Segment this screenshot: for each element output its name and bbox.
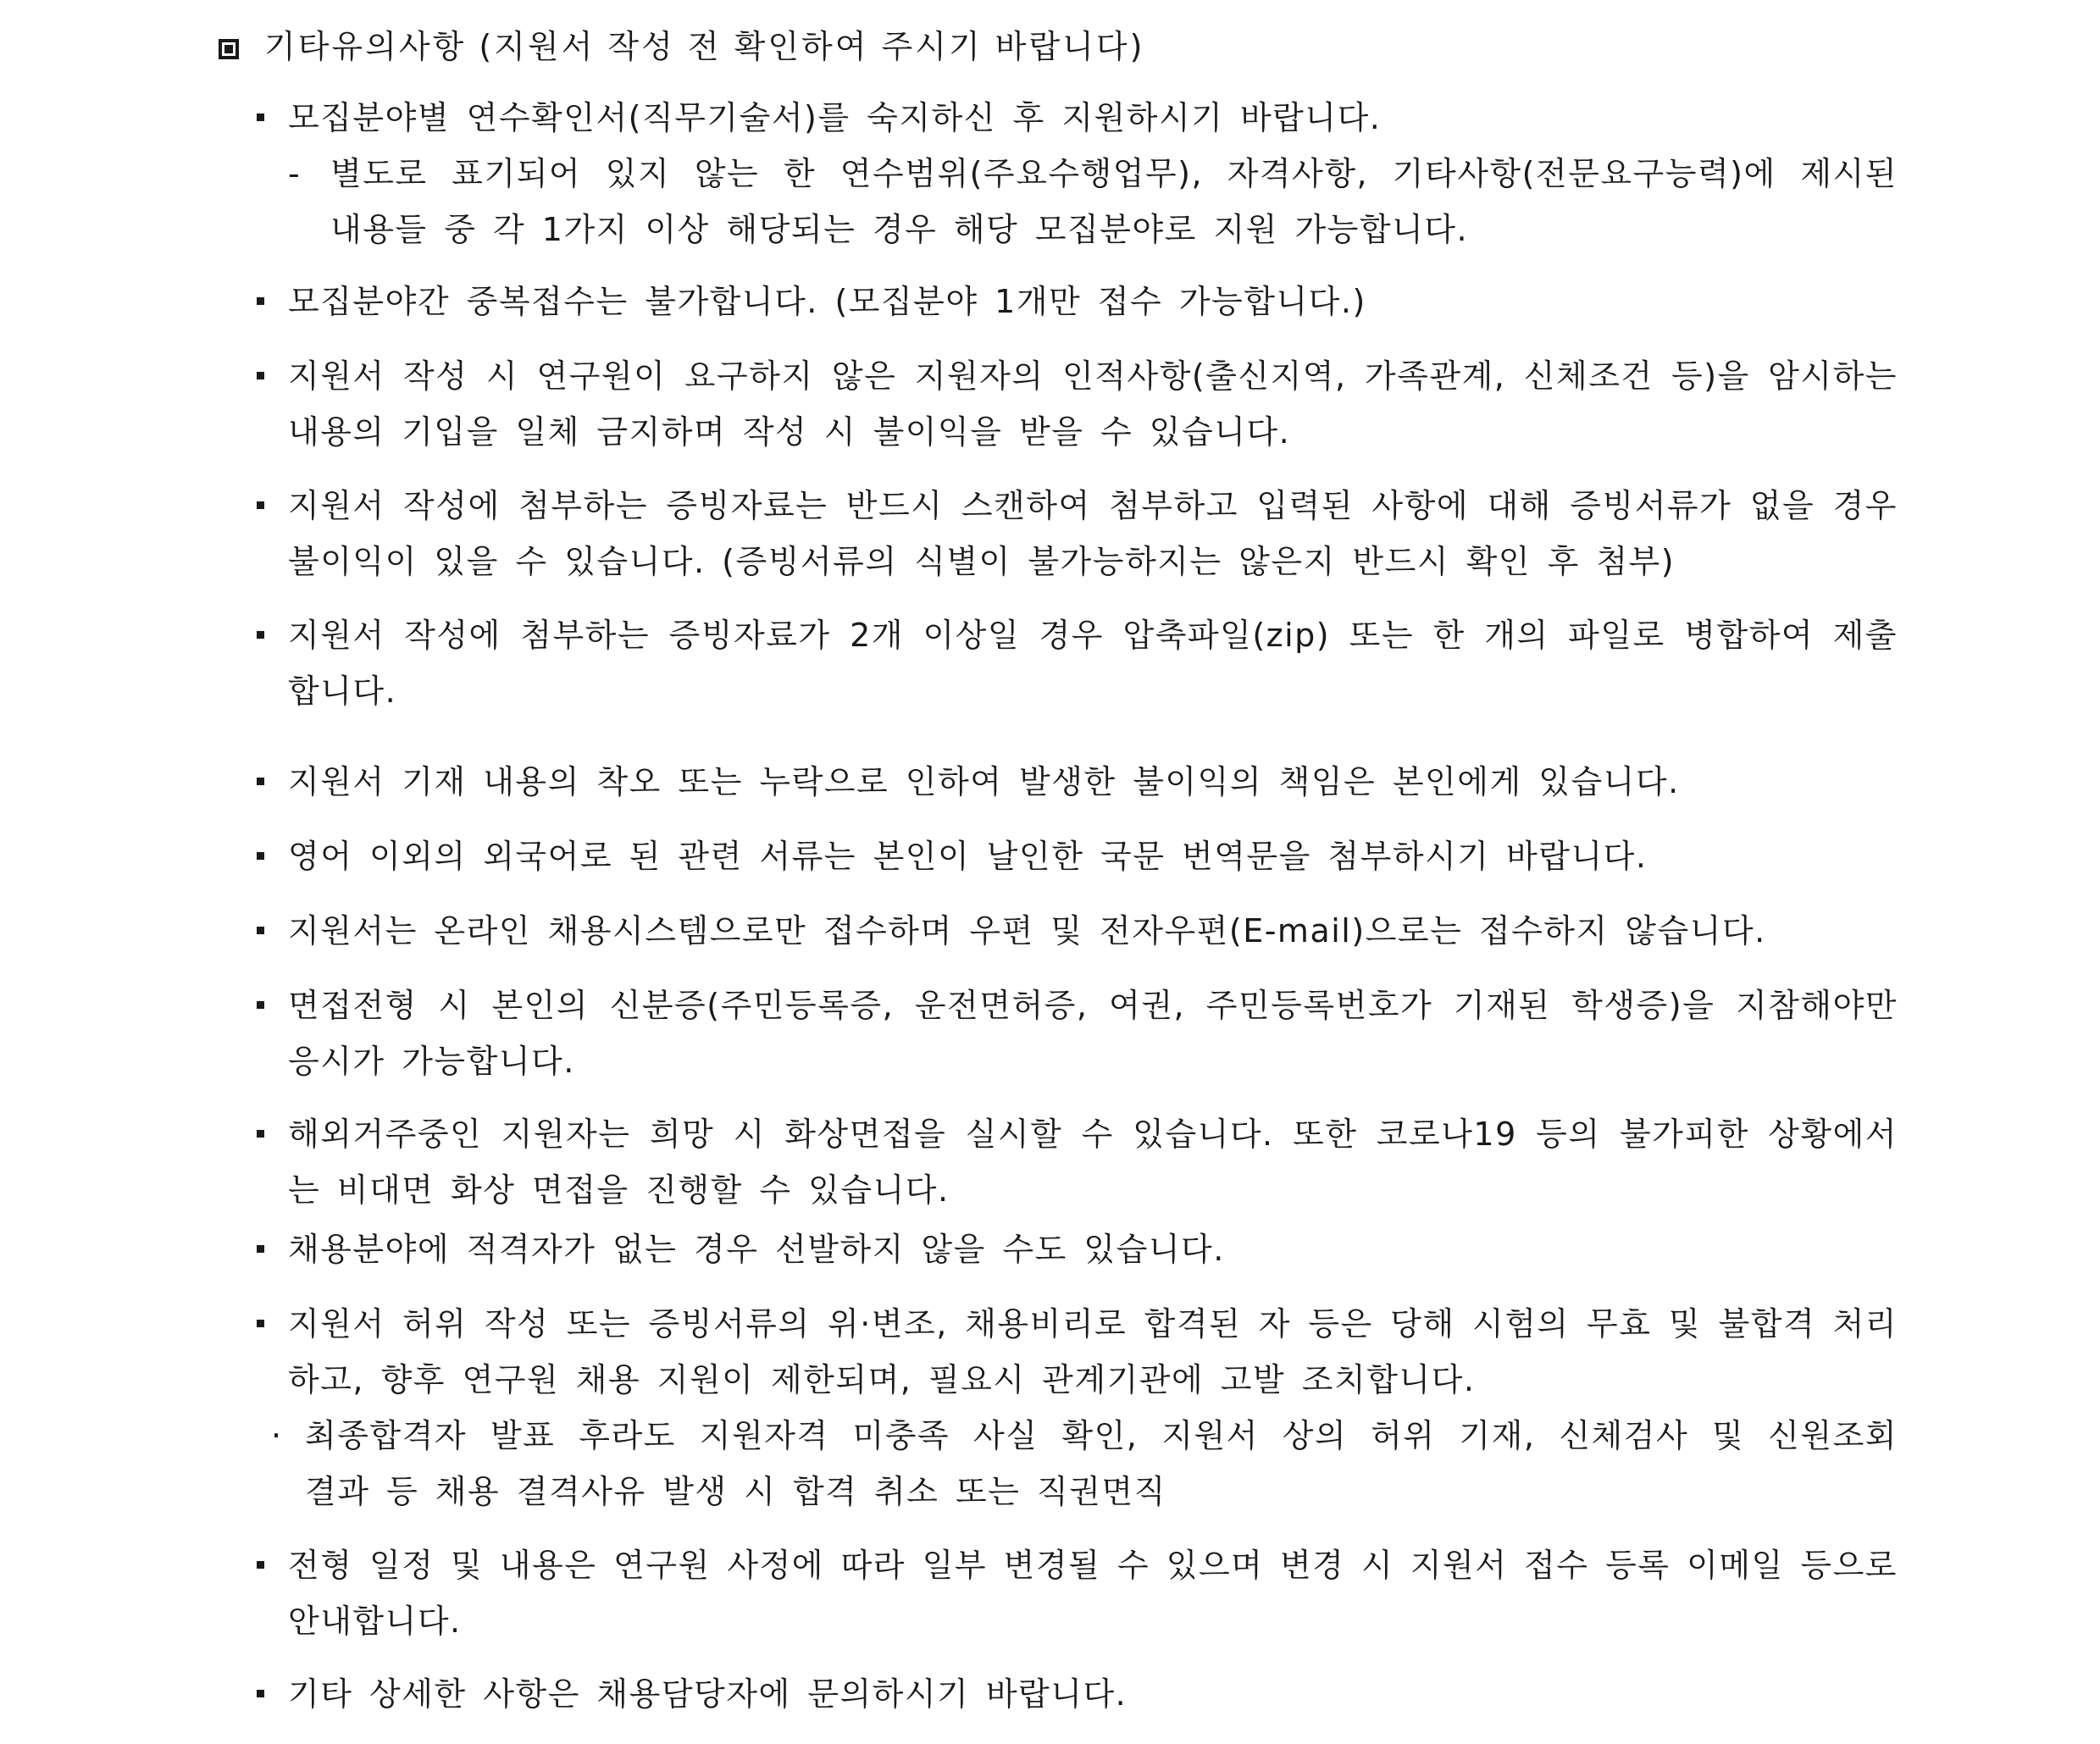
bullet-text: 지원서는 온라인 채용시스템으로만 접수하며 우편 및 전자우편(E-mail)으로는 접수하지 않습니다. [288,912,1766,950]
bullet-text: 전형 일정 및 내용은 연구원 사정에 따라 일부 변경될 수 있으며 변경 시 지원서 접수 등록 이메일 등으로 안내합니다. [288,1547,1898,1640]
square-bullet-icon [257,1320,264,1327]
bullet-item [288,828,1898,884]
bullet-item [288,754,1898,810]
bullet-text: 지원서 허위 작성 또는 증빙서류의 위·변조, 채용비리로 합격된 자 등은 당해 시험의 무효 및 불합격 처리하고, 향후 연구원 채용 지원이 제한되며, 필요시 관계기관에 고발 조치합니다. [288,1305,1898,1398]
bullet-item [288,90,1898,146]
square-bullet-icon [257,1130,264,1138]
bullet-item [288,1537,1898,1649]
bullet-item [288,1106,1898,1218]
bullet-text: 모집분야간 중복접수는 불가합니다. (모집분야 1개만 접수 가능합니다.) [288,283,1366,320]
bullet-text: 채용분야에 적격자가 없는 경우 선발하지 않을 수도 있습니다. [288,1231,1225,1268]
bullet-item [288,607,1898,719]
bullet-text: 지원서 작성 시 연구원이 요구하지 않은 지원자의 인적사항(출신지역, 가족관계, 신체조건 등)을 암시하는 내용의 기입을 일체 금지하며 작성 시 불이익을 받을 수 있습니다. [288,357,1898,451]
square-bullet-icon [257,927,264,934]
bullet-text: 모집분야별 연수확인서(직무기술서)를 숙지하신 후 지원하시기 바랍니다. [288,99,1382,136]
dash-mark: - [288,155,302,192]
section-heading-text: 기타유의사항 (지원서 작성 전 확인하여 주시기 바랍니다) [264,28,1145,65]
dot-note-text: 최종합격자 발표 후라도 지원자격 미충족 사실 확인, 지원서 상의 허위 기재, 신체검사 및 신원조회 [305,1417,1898,1454]
dot-note-text-continued: 결과 등 채용 결격사유 발생 시 합격 취소 또는 직권면직 [305,1473,1166,1510]
bullet-item [288,348,1898,460]
bullet-text: 기타 상세한 사항은 채용담당자에 문의하시기 바랍니다. [288,1675,1128,1713]
filled-square-icon [219,39,239,59]
bullet-text: 지원서 작성에 첨부하는 증빙자료는 반드시 스캔하여 첨부하고 입력된 사항에 대해 증빙서류가 없을 경우 불이익이 있을 수 있습니다. (증빙서류의 식별이 불가능하지는 않은지 반드시 확인 후 첨부) [288,487,1898,580]
bullet-item [288,478,1898,590]
dash-text-continued: 내용들 중 각 1가지 이상 해당되는 경우 해당 모집분야로 지원 가능합니다. [330,211,1469,248]
bullet-text: 지원서 작성에 첨부하는 증빙자료가 2개 이상일 경우 압축파일(zip) 또는 한 개의 파일로 병합하여 제출합니다. [288,617,1898,710]
bullet-item [288,903,1898,959]
square-bullet-icon [257,113,264,121]
bullet-item [288,1296,1898,1408]
square-bullet-icon [257,1561,264,1569]
bullet-text: 영어 이외의 외국어로 된 관련 서류는 본인이 날인한 국문 번역문을 첨부하시기 바랍니다. [288,838,1648,875]
bullet-item [288,1666,1898,1722]
bullet-text: 해외거주중인 지원자는 희망 시 화상면접을 실시할 수 있습니다. 또한 코로나19 등의 불가피한 상황에서는 비대면 화상 면접을 진행할 수 있습니다. [288,1116,1898,1209]
square-bullet-icon [257,297,264,305]
middle-dot-mark: · [271,1417,283,1454]
square-bullet-icon [257,1690,264,1697]
bullet-text: 지원서 기재 내용의 착오 또는 누락으로 인하여 발생한 불이익의 책임은 본인에게 있습니다. [288,763,1680,800]
square-bullet-icon [257,1001,264,1009]
square-bullet-icon [257,501,264,509]
square-bullet-icon [257,372,264,379]
section-heading [219,19,1144,75]
bullet-item [288,977,1898,1089]
bullet-item [288,1221,1898,1277]
dot-sub-note [271,1408,1898,1520]
square-bullet-icon [257,631,264,639]
dash-text: 별도로 표기되어 있지 않는 한 연수범위(주요수행업무), 자격사항, 기타사항(전문요구능력)에 제시된 [330,155,1898,192]
square-bullet-icon [257,1245,264,1253]
square-bullet-icon [257,778,264,785]
bullet-text: 면접전형 시 본인의 신분증(주민등록증, 운전면허증, 여권, 주민등록번호가 기재된 학생증)을 지참해야만 응시가 가능합니다. [288,987,1898,1080]
dash-sub-item [288,146,1898,257]
bullet-item [288,274,1898,329]
square-bullet-icon [257,852,264,860]
